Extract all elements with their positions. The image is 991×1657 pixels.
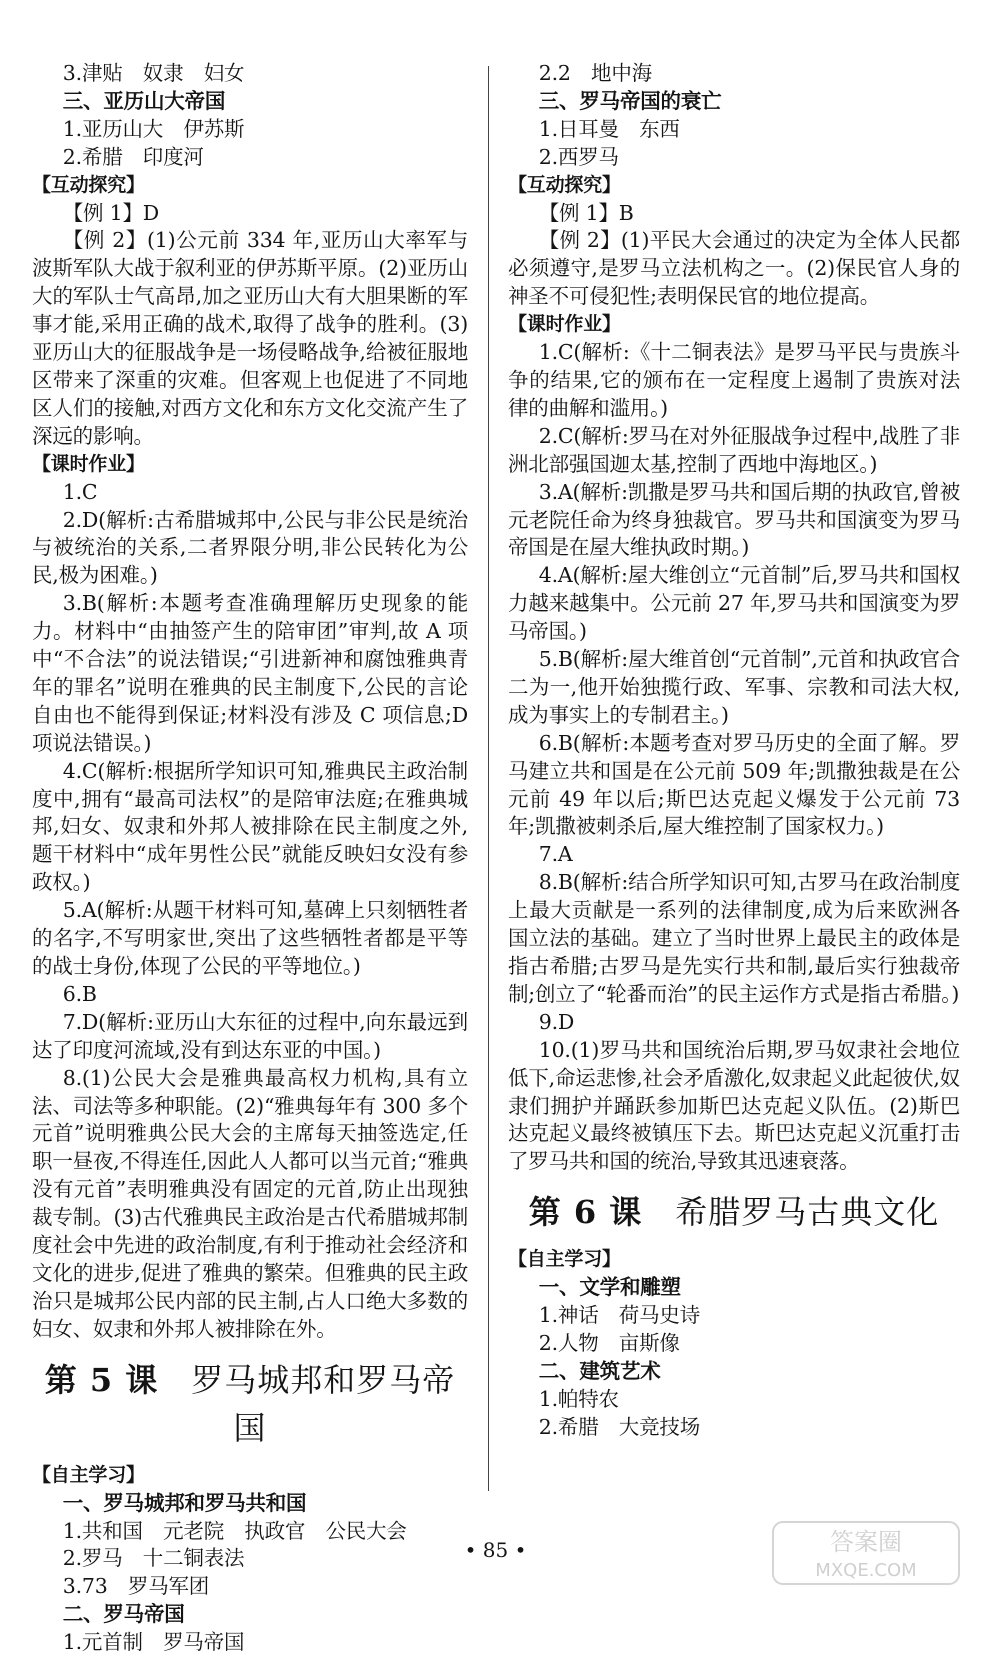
answer-item: 2.D(解析:古希腊城邦中,公民与非公民是统治与被统治的关系,二者界限分明,非公民转化为公民,极为困难。) (32, 507, 468, 588)
answer-item: 3.B(解析:本题考查准确理解历史现象的能力。材料中“由抽签产生的陪审团”审判,故 A 项中“不合法”的说法错误;“引进新神和腐蚀雅典青年的罪名”说明在雅典的民主制度下,公民的言论自由也不能得到保证;材料没有涉及 C 项信息;D 项说法错误。) (32, 591, 468, 755)
answer-item: 5.B(解析:屋大维首创“元首制”,元首和执政官合二为一,他开始独揽行政、军事、宗教和司法大权,成为事实上的专制君主。) (508, 647, 960, 727)
answer-line: 1.日耳曼 东西 (538, 116, 680, 141)
section-heading: 二、罗马帝国 (62, 1602, 185, 1627)
example-answer: 【例 1】B (538, 200, 634, 225)
answer-line: 2.2 地中海 (538, 61, 652, 85)
example-answer: 【例 2】(1)平民大会通过的决定为全体人民都必须遵守,是罗马立法机构之一。(2)保民官人身的神圣不可侵犯性;表明保民官的地位提高。 (508, 228, 960, 309)
answer-line: 2.西罗马 (538, 144, 619, 169)
answer-line: 2.罗马 十二铜表法 (62, 1546, 245, 1571)
bracket-heading-keshi: 【课时作业】 (32, 452, 145, 475)
answer-item: 2.C(解析:罗马在对外征服战争过程中,战胜了非洲北部强国迦太基,控制了西地中海地区。) (508, 423, 960, 476)
answer-line: 2.希腊 印度河 (62, 144, 204, 169)
answer-item: 8.B(解析:结合所学知识可知,古罗马在政治制度上最大贡献是一系列的法律制度,成为后来欧洲各国立法的基础。建立了当时世界上最民主的政体是指古希腊;古罗马是先实行共和制,最后实行独裁帝制;创立了“轮番而治”的民主运作方式是指古希腊。) (508, 870, 960, 1006)
answer-item: 3.A(解析:凯撒是罗马共和国后期的执政官,曾被元老院任命为终身独裁官。罗马共和国演变为罗马帝国是在屋大维执政时期。) (508, 479, 960, 560)
svg-text:MXQE.COM: MXQE.COM (815, 1560, 917, 1581)
answer-line: 1.亚历山大 伊苏斯 (62, 116, 245, 141)
answer-line: 1.共和国 元老院 执政官 公民大会 (62, 1518, 407, 1543)
bracket-heading-hudong: 【互动探究】 (32, 173, 145, 196)
answer-item: 6.B (62, 981, 97, 1006)
answer-line: 2.人物 亩斯像 (538, 1330, 680, 1355)
answer-item: 7.D(解析:亚历山大东征的过程中,向东最远到达了印度河流域,没有到达东亚的中国。) (32, 1009, 468, 1062)
lesson-title (508, 1188, 960, 1236)
bracket-heading-hudong: 【互动探究】 (508, 173, 621, 196)
answer-item: 7.A (538, 842, 573, 867)
section-heading: 一、罗马城邦和罗马共和国 (62, 1490, 307, 1515)
answer-item: 10.(1)罗马共和国统治后期,罗马奴隶社会地位低下,命运悲惨,社会矛盾激化,奴隶起义此起彼伏,奴隶们拥护并踊跃参加斯巴达克起义队伍。(2)斯巴达克起义最终被镇压下去。斯巴达克起义沉重打击了罗马共和国的统治,导致其迅速衰落。 (508, 1037, 960, 1174)
answer-line: 3.73 罗马军团 (62, 1574, 210, 1599)
example-answer: 【例 2】(1)公元前 334 年,亚历山大率军与波斯军队大战于叙利亚的伊苏斯平原。(2)亚历山大的军队士气高昂,加之亚历山大有大胆果断的军事才能,采用正确的战术,取得了战争的胜利。(3)亚历山大的征服战争是一场侵略战争,给被征服地区带来了深重的灾难。但客观上也促进了不同地区人们的接触,对西方文化和东方文化交流产生了深远的影响。 (32, 228, 468, 448)
answer-item: 4.A(解析:屋大维创立“元首制”后,罗马共和国权力越来越集中。公元前 27 年,罗马共和国演变为罗马帝国。) (508, 563, 960, 644)
bracket-heading-zizhu: 【自主学习】 (508, 1248, 621, 1271)
section-heading: 一、文学和雕塑 (538, 1275, 681, 1300)
column-divider (488, 66, 489, 1491)
answer-item: 8.(1)公民大会是雅典最高权力机构,具有立法、司法等多种职能。(2)“雅典每年有 300 多个元首”说明雅典公民大会的主席每天抽签选定,任职一昼夜,不得连任,因此人人都可以当元首;“雅典没有元首”表明雅典没有固定的元首,防止出现独裁专制。(3)古代雅典民主政治是古代希腊城邦制度社会中先进的政治制度,有利于推动社会经济和文化的进步,促进了雅典的繁荣。但雅典的民主政治只是城邦公民内部的民主制,占人口绝大多数的妇女、奴隶和外邦人被排除在外。 (32, 1065, 468, 1341)
left-column (32, 60, 468, 1657)
answer-line: 1.神话 荷马史诗 (538, 1303, 701, 1328)
answer-item: 5.A(解析:从题干材料可知,墓碑上只刻牺牲者的名字,不写明家世,突出了这些牺牲者都是平等的战士身份,体现了公民的平等地位。) (32, 898, 468, 978)
answer-line: 1.元首制 罗马帝国 (62, 1630, 245, 1655)
answer-item: 6.B(解析:本题考查对罗马历史的全面了解。罗马建立共和国是在公元前 509 年;凯撒独裁是在公元前 49 年以后;斯巴达克起义爆发于公元前 73 年;凯撒被刺杀后,屋大维控制了国家权力。) (508, 730, 960, 839)
bracket-heading-keshi: 【课时作业】 (508, 313, 621, 336)
answer-item: 9.D (538, 1009, 575, 1034)
section-heading: 三、亚历山大帝国 (62, 88, 226, 113)
svg-text:答案圈: 答案圈 (830, 1528, 902, 1556)
answer-item: 1.C (62, 479, 98, 504)
example-answer: 【例 1】D (62, 200, 160, 225)
bracket-heading-zizhu: 【自主学习】 (32, 1463, 145, 1486)
answer-item: 4.C(解析:根据所学知识可知,雅典民主政治制度中,拥有“最高司法权”的是陪审法庭;在雅典城邦,妇女、奴隶和外邦人被排除在民主制度之外,题干材料中“成年男性公民”就能反映妇女没有参政权。) (32, 758, 468, 895)
section-heading: 二、建筑艺术 (538, 1358, 661, 1383)
lesson-number: 第 6 课 (528, 1193, 643, 1232)
answer-line: 2.希腊 大竞技场 (538, 1414, 701, 1439)
right-column (508, 60, 960, 1442)
answer-line: 1.帕特农 (538, 1386, 619, 1411)
watermark-logo-icon (771, 1518, 961, 1588)
lesson-name: 罗马城邦和罗马帝国 (191, 1360, 456, 1447)
lesson-name: 希腊罗马古典文化 (675, 1193, 940, 1232)
answer-item: 1.C(解析:《十二铜表法》是罗马平民与贵族斗争的结果,它的颁布在一定程度上遏制了贵族对法律的曲解和滥用。) (508, 340, 960, 420)
lesson-number: 第 5 课 (44, 1360, 159, 1399)
section-heading: 三、罗马帝国的衰亡 (538, 88, 722, 113)
page-number: • 85 • (464, 1538, 527, 1562)
answer-line: 3.津贴 奴隶 妇女 (62, 61, 245, 85)
lesson-title (32, 1356, 468, 1452)
